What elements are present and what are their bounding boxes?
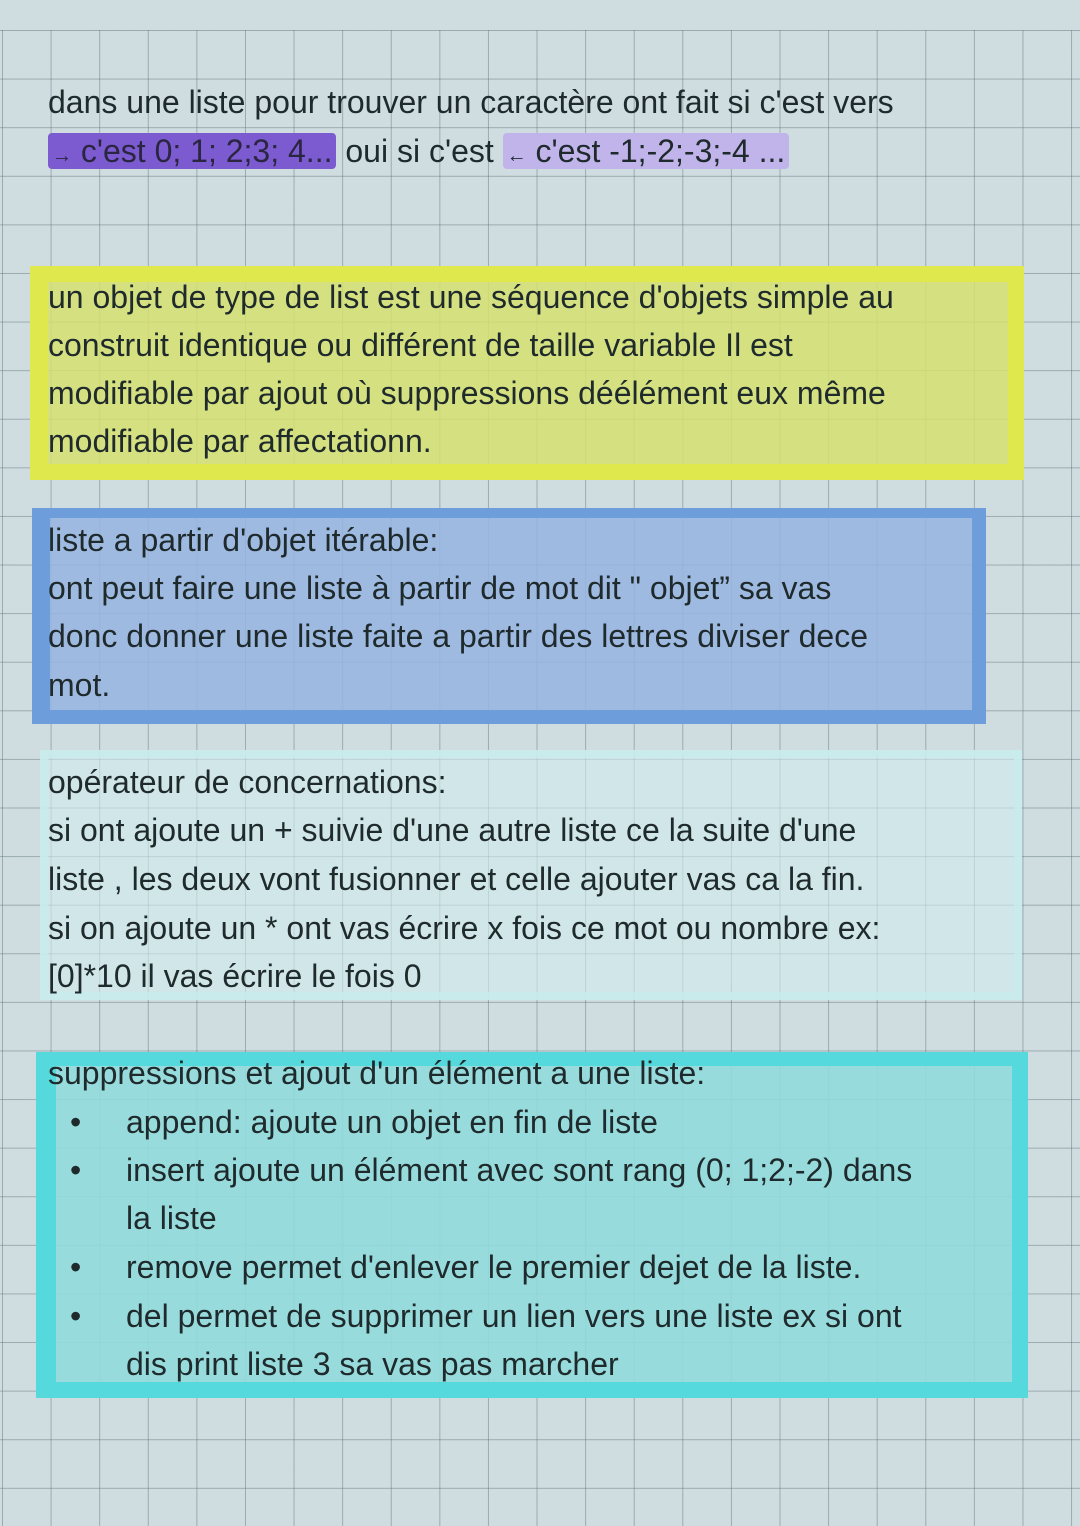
intro-middle-text: oui si c'est — [345, 133, 494, 169]
positive-index-highlight — [48, 133, 336, 169]
definition-line: construit identique ou différent de taille variable Il est — [48, 327, 793, 363]
iterable-heading: liste a partir d'objet itérable: — [48, 522, 439, 558]
positive-index-text: c'est 0; 1; 2;3; 4... — [80, 133, 333, 169]
arrow-right-icon: → — [52, 145, 72, 167]
bullet-icon: • — [70, 1298, 82, 1334]
intro-index-line — [48, 127, 789, 175]
list-item-insert-cont: la liste — [126, 1200, 217, 1236]
iterable-line: ont peut faire une liste à partir de mot dit " objet” sa vas — [48, 570, 832, 606]
list-item-del-cont: dis print liste 3 sa vas pas marcher — [126, 1346, 619, 1382]
iterable-line: donc donner une liste faite a partir des lettres diviser dece — [48, 618, 869, 654]
concatenation-line: si ont ajoute un + suivie d'une autre liste ce la suite d'une — [48, 812, 857, 848]
list-item-append: append: ajoute un objet en fin de liste — [126, 1104, 658, 1140]
concatenation-line: si on ajoute un * ont vas écrire x fois ce mot ou nombre ex: — [48, 910, 881, 946]
operations-heading: suppressions et ajout d'un élément a une liste: — [48, 1055, 706, 1091]
definition-line: modifiable par affectationn. — [48, 423, 432, 459]
arrow-left-icon: ← — [506, 145, 527, 167]
concatenation-line: liste , les deux vont fusionner et celle ajouter vas ca la fin. — [48, 861, 865, 897]
iterable-line: mot. — [48, 667, 111, 703]
list-item-del: del permet de supprimer un lien vers une liste ex si ont — [126, 1298, 902, 1334]
intro-line: dans une liste pour trouver un caractère ont fait si c'est vers — [48, 84, 894, 120]
concatenation-line: [0]*10 il vas écrire le fois 0 — [48, 958, 422, 994]
page-top-margin — [0, 0, 1080, 30]
negative-index-text: c'est -1;-2;-3;-4 ... — [535, 133, 786, 169]
concatenation-heading: opérateur de concernations: — [48, 764, 447, 800]
list-item-remove: remove permet d'enlever le premier dejet de la liste. — [126, 1249, 862, 1285]
definition-line: un objet de type de list est une séquence d'objets simple au — [48, 279, 894, 315]
list-item-insert: insert ajoute un élément avec sont rang (0; 1;2;-2) dans — [126, 1152, 913, 1188]
bullet-icon: • — [70, 1249, 82, 1285]
bullet-icon: • — [70, 1152, 82, 1188]
negative-index-highlight — [503, 133, 790, 169]
bullet-icon: • — [70, 1104, 82, 1140]
definition-line: modifiable par ajout où suppressions déélément eux même — [48, 375, 886, 411]
